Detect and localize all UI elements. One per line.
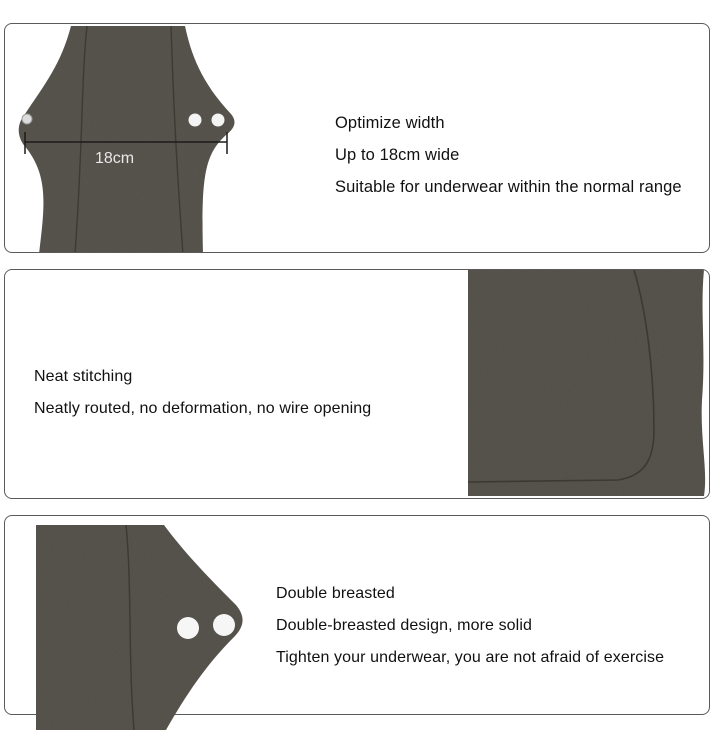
snap-button-icon xyxy=(177,617,199,639)
feature-panel-stitching xyxy=(4,269,710,499)
feature-text xyxy=(276,578,664,674)
feature-title: Optimize width xyxy=(335,114,445,132)
feature-line: Double-breasted design, more solid xyxy=(276,617,532,634)
measure-label: 18cm xyxy=(95,150,135,167)
feature-panel-buttons xyxy=(4,515,710,715)
feature-title: Double breasted xyxy=(276,585,395,602)
snap-button-icon xyxy=(189,114,202,127)
feature-line: Neatly routed, no deformation, no wire opening xyxy=(34,400,372,417)
snap-button-icon xyxy=(213,614,235,636)
double-snap-image xyxy=(36,525,256,730)
feature-line: Up to 18cm wide xyxy=(335,146,460,164)
feature-text xyxy=(34,361,371,425)
feature-line: Suitable for underwear within the normal range xyxy=(335,178,682,196)
snap-button-icon xyxy=(22,114,32,124)
feature-panel-width xyxy=(4,23,710,253)
feature-line: Tighten your underwear, you are not afraid of exercise xyxy=(276,649,665,666)
snap-button-icon xyxy=(212,114,225,127)
pad-width-image xyxy=(5,24,245,253)
feature-text xyxy=(335,107,682,203)
stitching-closeup-image xyxy=(468,270,708,499)
feature-title: Neat stitching xyxy=(34,368,133,385)
